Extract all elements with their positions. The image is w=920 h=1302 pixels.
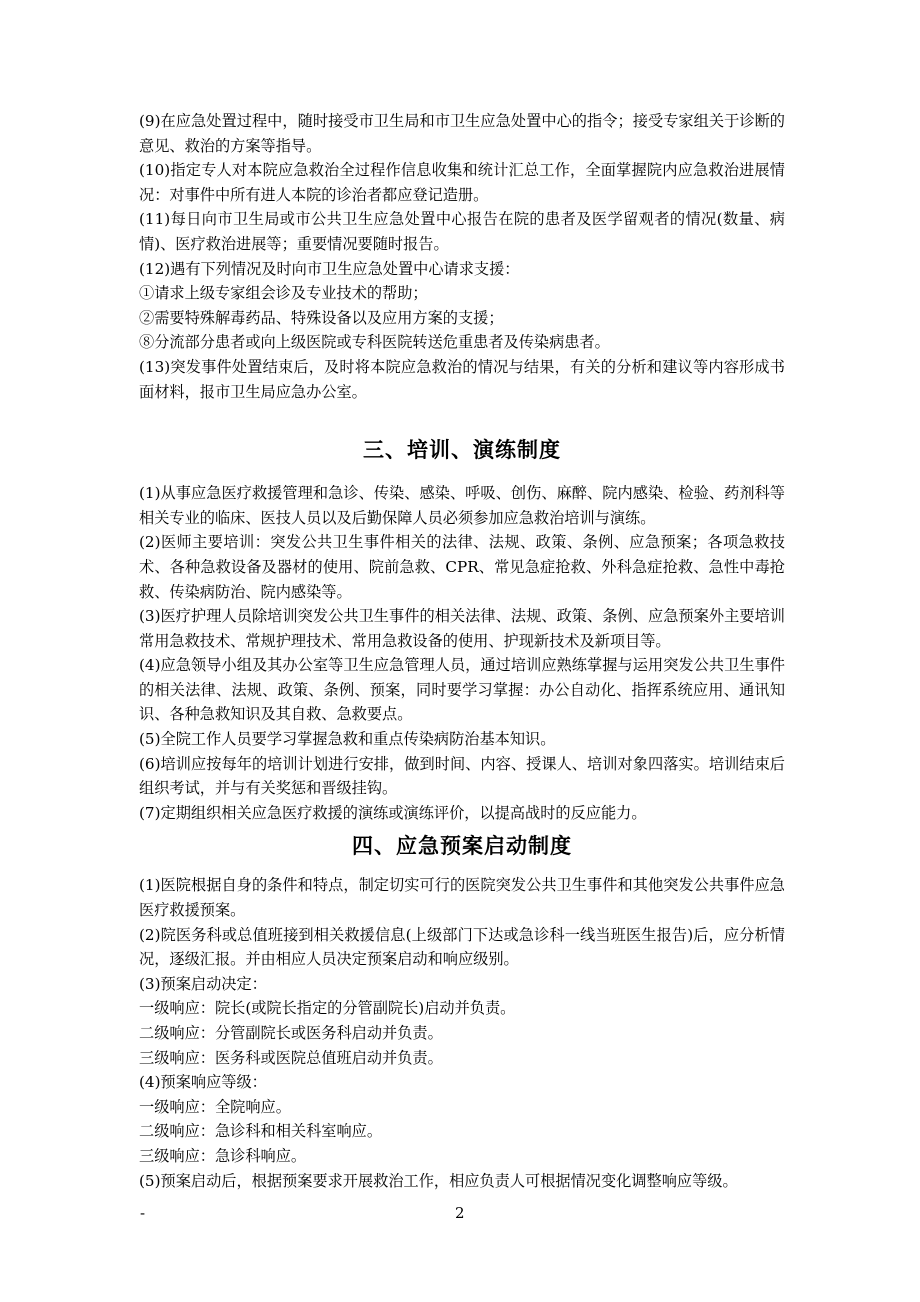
paragraph: ①请求上级专家组会诊及专业技术的帮助； <box>139 284 428 303</box>
paragraph: 三级响应：医务科或医院总值班启动并负责。 <box>139 1048 443 1067</box>
footer-dash: - <box>140 1204 146 1222</box>
paragraph: (11)每日向市卫生局或市公共卫生应急处置中心报告在院的患者及医学留观者的情况(数量、病情)、医疗救治进展等；重要情况要随时报告。 <box>139 210 785 253</box>
paragraph: 二级响应：分管副院长或医务科启动并负责。 <box>139 1024 443 1042</box>
paragraph: (2)院医务科或总值班接到相关救援信息(上级部门下达或急诊科一线当班医生报告)后，应分析情况，逐级汇报。并由相应人员决定预案启动和响应级别。 <box>139 925 785 969</box>
paragraph: (2)医师主要培训：突发公共卫生事件相关的法律、法规、政策、条例、应急预案；各项急救技术、各种急救设备及器材的使用、院前急救、CPR、常见急症抢救、外科急症抢救、急性中毒抢救、传染病防治、院内感染等。 <box>139 533 785 601</box>
paragraph: (10)指定专人对本院应急救治全过程作信息收集和统计汇总工作，全面掌握院内应急救治进展情况：对事件中所有进人本院的诊治者都应登记造册。 <box>139 161 785 204</box>
section-training-drills <box>139 481 785 825</box>
paragraph: 一级响应：全院响应。 <box>139 1097 291 1116</box>
paragraph: (9)在应急处置过程中，随时接受市卫生局和市卫生应急处置中心的指令；接受专家组关于诊断的意见、救治的方案等指导。 <box>139 112 785 155</box>
paragraph: (13)突发事件处置结束后，及时将本院应急救治的情况与结果，有关的分析和建议等内容形成书面材料，报市卫生局应急办公室。 <box>139 357 785 401</box>
page-content <box>139 109 785 1193</box>
section-heading-plan-activation: 四、应急预案启动制度 <box>352 834 572 859</box>
paragraph: ②需要特殊解毒药品、特殊设备以及应用方案的支援； <box>139 308 504 327</box>
paragraph: (7)定期组织相关应急医疗救援的演练或演练评价，以提高战时的反应能力。 <box>139 803 647 822</box>
paragraph: (1)医院根据自身的条件和特点，制定切实可行的医院突发公共卫生事件和其他突发公共事件应急医疗救援预案。 <box>139 876 785 920</box>
paragraph: (3)预案启动决定： <box>139 974 267 993</box>
paragraph: (5)预案启动后，根据预案要求开展救治工作，相应负责人可根据情况变化调整响应等级。 <box>139 1171 738 1190</box>
paragraph: 一级响应：院长(或院长指定的分管副院长)启动并负责。 <box>139 999 516 1018</box>
paragraph: (6)培训应按每年的培训计划进行安排，做到时间、内容、授课人、培训对象四落实。培训结束后组织考试，并与有关奖惩和晋级挂钩。 <box>139 754 785 798</box>
paragraph: (1)从事应急医疗救援管理和急诊、传染、感染、呼吸、创伤、麻醉、院内感染、检验、药剂科等相关专业的临床、医技人员以及后勤保障人员必须参加应急救治培训与演练。 <box>139 484 785 527</box>
paragraph: (12)遇有下列情况及时向市卫生应急处置中心请求支援： <box>139 259 520 278</box>
section-emergency-response-items <box>139 109 785 404</box>
paragraph: ⑧分流部分患者或向上级医院或专科医院转送危重患者及传染病患者。 <box>139 333 610 352</box>
paragraph: (4)预案响应等级： <box>139 1073 267 1092</box>
paragraph: (3)医疗护理人员除培训突发公共卫生事件的相关法律、法规、政策、条例、应急预案外主要培训常用急救技术、常规护理技术、常用急救设备的使用、护现新技术及新项目等。 <box>139 607 785 650</box>
paragraph: 三级响应：急诊科响应。 <box>139 1146 307 1165</box>
section-plan-activation <box>139 873 785 1193</box>
paragraph: (4)应急领导小组及其办公室等卫生应急管理人员，通过培训应熟练掌握与运用突发公共卫生事件的相关法律、法规、政策、条例、预案，同时要学习掌握：办公自动化、指挥系统应用、通讯知识、各种急救知识及其自救、急救要点。 <box>139 656 785 724</box>
page-number: 2 <box>455 1204 465 1222</box>
paragraph: 二级响应：急诊科和相关科室响应。 <box>139 1122 382 1141</box>
section-heading-training: 三、培训、演练制度 <box>363 438 561 463</box>
paragraph: (5)全院工作人员要学习掌握急救和重点传染病防治基本知识。 <box>139 730 556 749</box>
